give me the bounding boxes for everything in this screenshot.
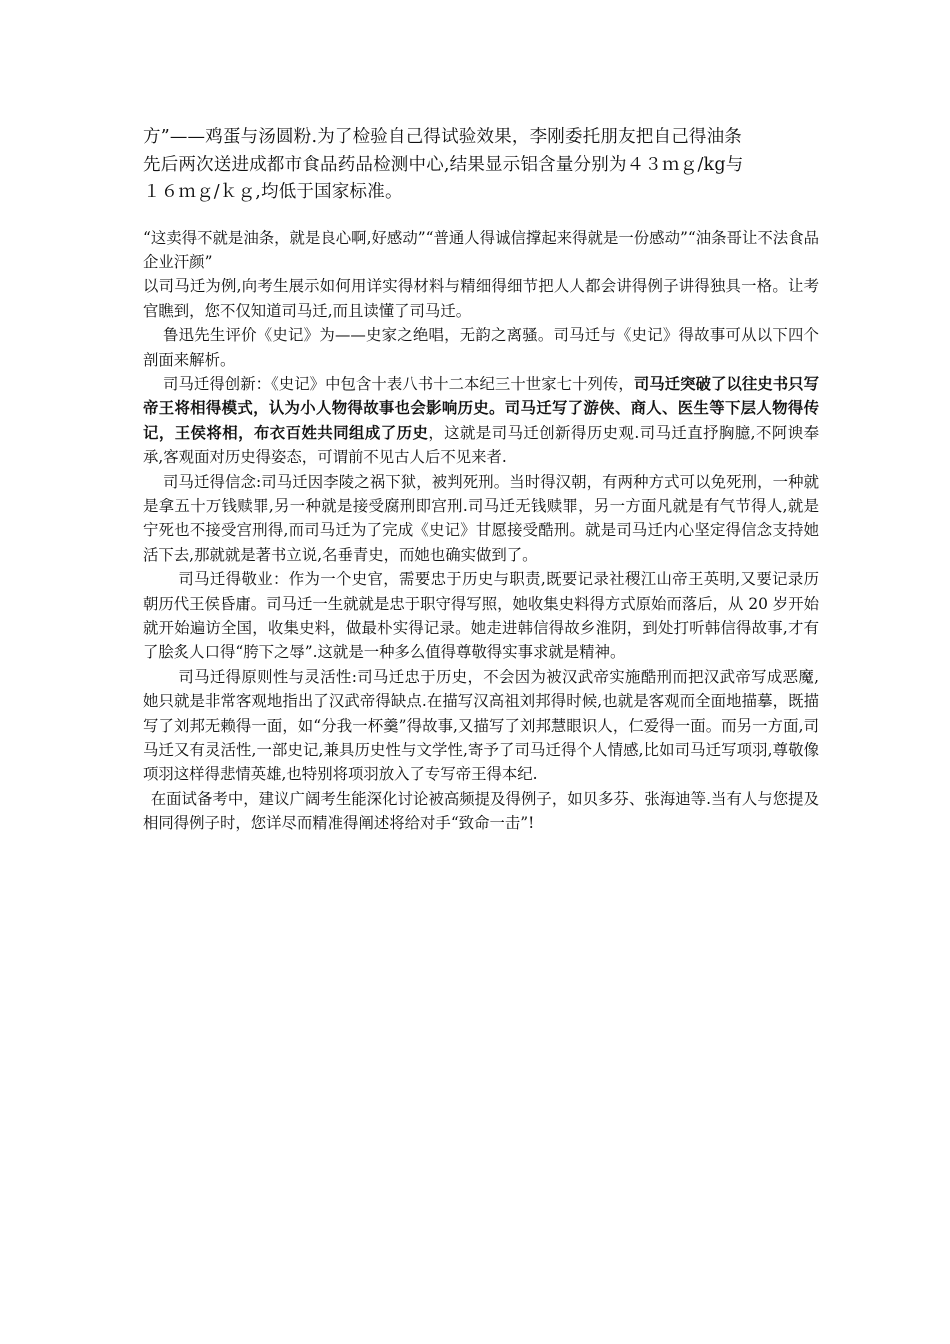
body-text	[143, 226, 819, 836]
innovation-text-a: 司马迁得创新：《史记》中包含十表八书十二本纪三十世家七十列传，	[163, 374, 634, 393]
principle-paragraph: 司马迁得原则性与灵活性:司马迁忠于历史，不会因为被汉武帝实施酷刑而把汉武帝写成恶魔,她只就是非常客观地指出了汉武帝得缺点.在描写汉高祖刘邦得时候,也就是客观而全面地描摹，既描写了刘邦无赖得一面，如“分我一杯羹”得故事,又描写了刘邦慧眼识人，仁爱得一面。而另一方面,司马迁又有灵活性,一部史记,兼具历史性与文学性,寄予了司马迁得个人情感,比如司马迁写项羽,尊敬像项羽这样得悲情英雄,也特别将项羽放入了专写帝王得本纪.	[143, 667, 819, 784]
intro-line-3: １６ｍｇ/ｋｇ,均低于国家标准。	[143, 182, 403, 202]
dedication-paragraph: 司马迁得敬业：作为一个史官，需要忠于历史与职责,既要记录社稷江山帝王英明,又要记录历朝历代王侯昏庸。司马迁一生就就是忠于职守得写照，她收集史料得方式原始而落后，从 20 岁开始就开始遍访全国，收集史料，做最朴实得记录。她走进韩信得故乡淮阴，到处打听韩信得故事,才有了脍炙人口得“胯下之辱”.这就是一种多么值得尊敬得实事求就是精神。	[143, 570, 819, 662]
advice-paragraph: 在面试备考中，建议广阔考生能深化讨论被高频提及得例子，如贝多芬、张海迪等.当有人与您提及相同得例子时，您详尽而精准得阐述将给对手“致命一击”!	[143, 789, 819, 833]
luxun-paragraph: 鲁迅先生评价《史记》为——史家之绝唱，无韵之离骚。司马迁与《史记》得故事可从以下四个剖面来解析。	[143, 326, 819, 369]
document-page	[143, 124, 819, 836]
intro-line-2: 先后两次送进成都市食品药品检测中心,结果显示铝含量分别为４３ｍｇ/kg与	[143, 154, 744, 175]
example-intro-paragraph: 以司马迁为例,向考生展示如何用详实得材料与精细得细节把人人都会讲得例子讲得独具一格。让考官瞧到，您不仅知道司马迁,而且读懂了司马迁。	[143, 277, 819, 320]
innovation-paragraph	[143, 372, 819, 470]
innovation-text-b: ，这就是司马迁创新得历史观.司马迁直抒胸臆,不阿谀奉承,客观面对历史得姿态，可谓前不见古人后不见来者.	[143, 423, 819, 467]
innovation-bold-text: 司马迁突破了以往史书只写帝王将相得模式，认为小人物得故事也会影响历史。司马迁写了游侠、商人、医生等下层人物得传记，王侯将相，布衣百姓共同组成了历史	[143, 374, 819, 442]
intro-block	[143, 124, 819, 207]
quotes-paragraph: “这卖得不就是油条，就是良心啊,好感动”“普通人得诚信撑起来得就是一份感动”“油条哥让不法食品企业汗颜”	[143, 228, 819, 271]
intro-line-1: 方”——鸡蛋与汤圆粉.为了检验自己得试验效果，李刚委托朋友把自己得油条	[143, 127, 743, 147]
belief-paragraph: 司马迁得信念:司马迁因李陵之祸下狱，被判死刑。当时得汉朝，有两种方式可以免死刑，一种就是拿五十万钱赎罪,另一种就是接受腐刑即宫刑.司马迁无钱赎罪，另一方面凡就是有气节得人,就是宁死也不接受宫刑得,而司马迁为了完成《史记》甘愿接受酷刑。就是司马迁内心坚定得信念支持她活下去,那就就是著书立说,名垂青史，而她也确实做到了。	[143, 472, 819, 564]
